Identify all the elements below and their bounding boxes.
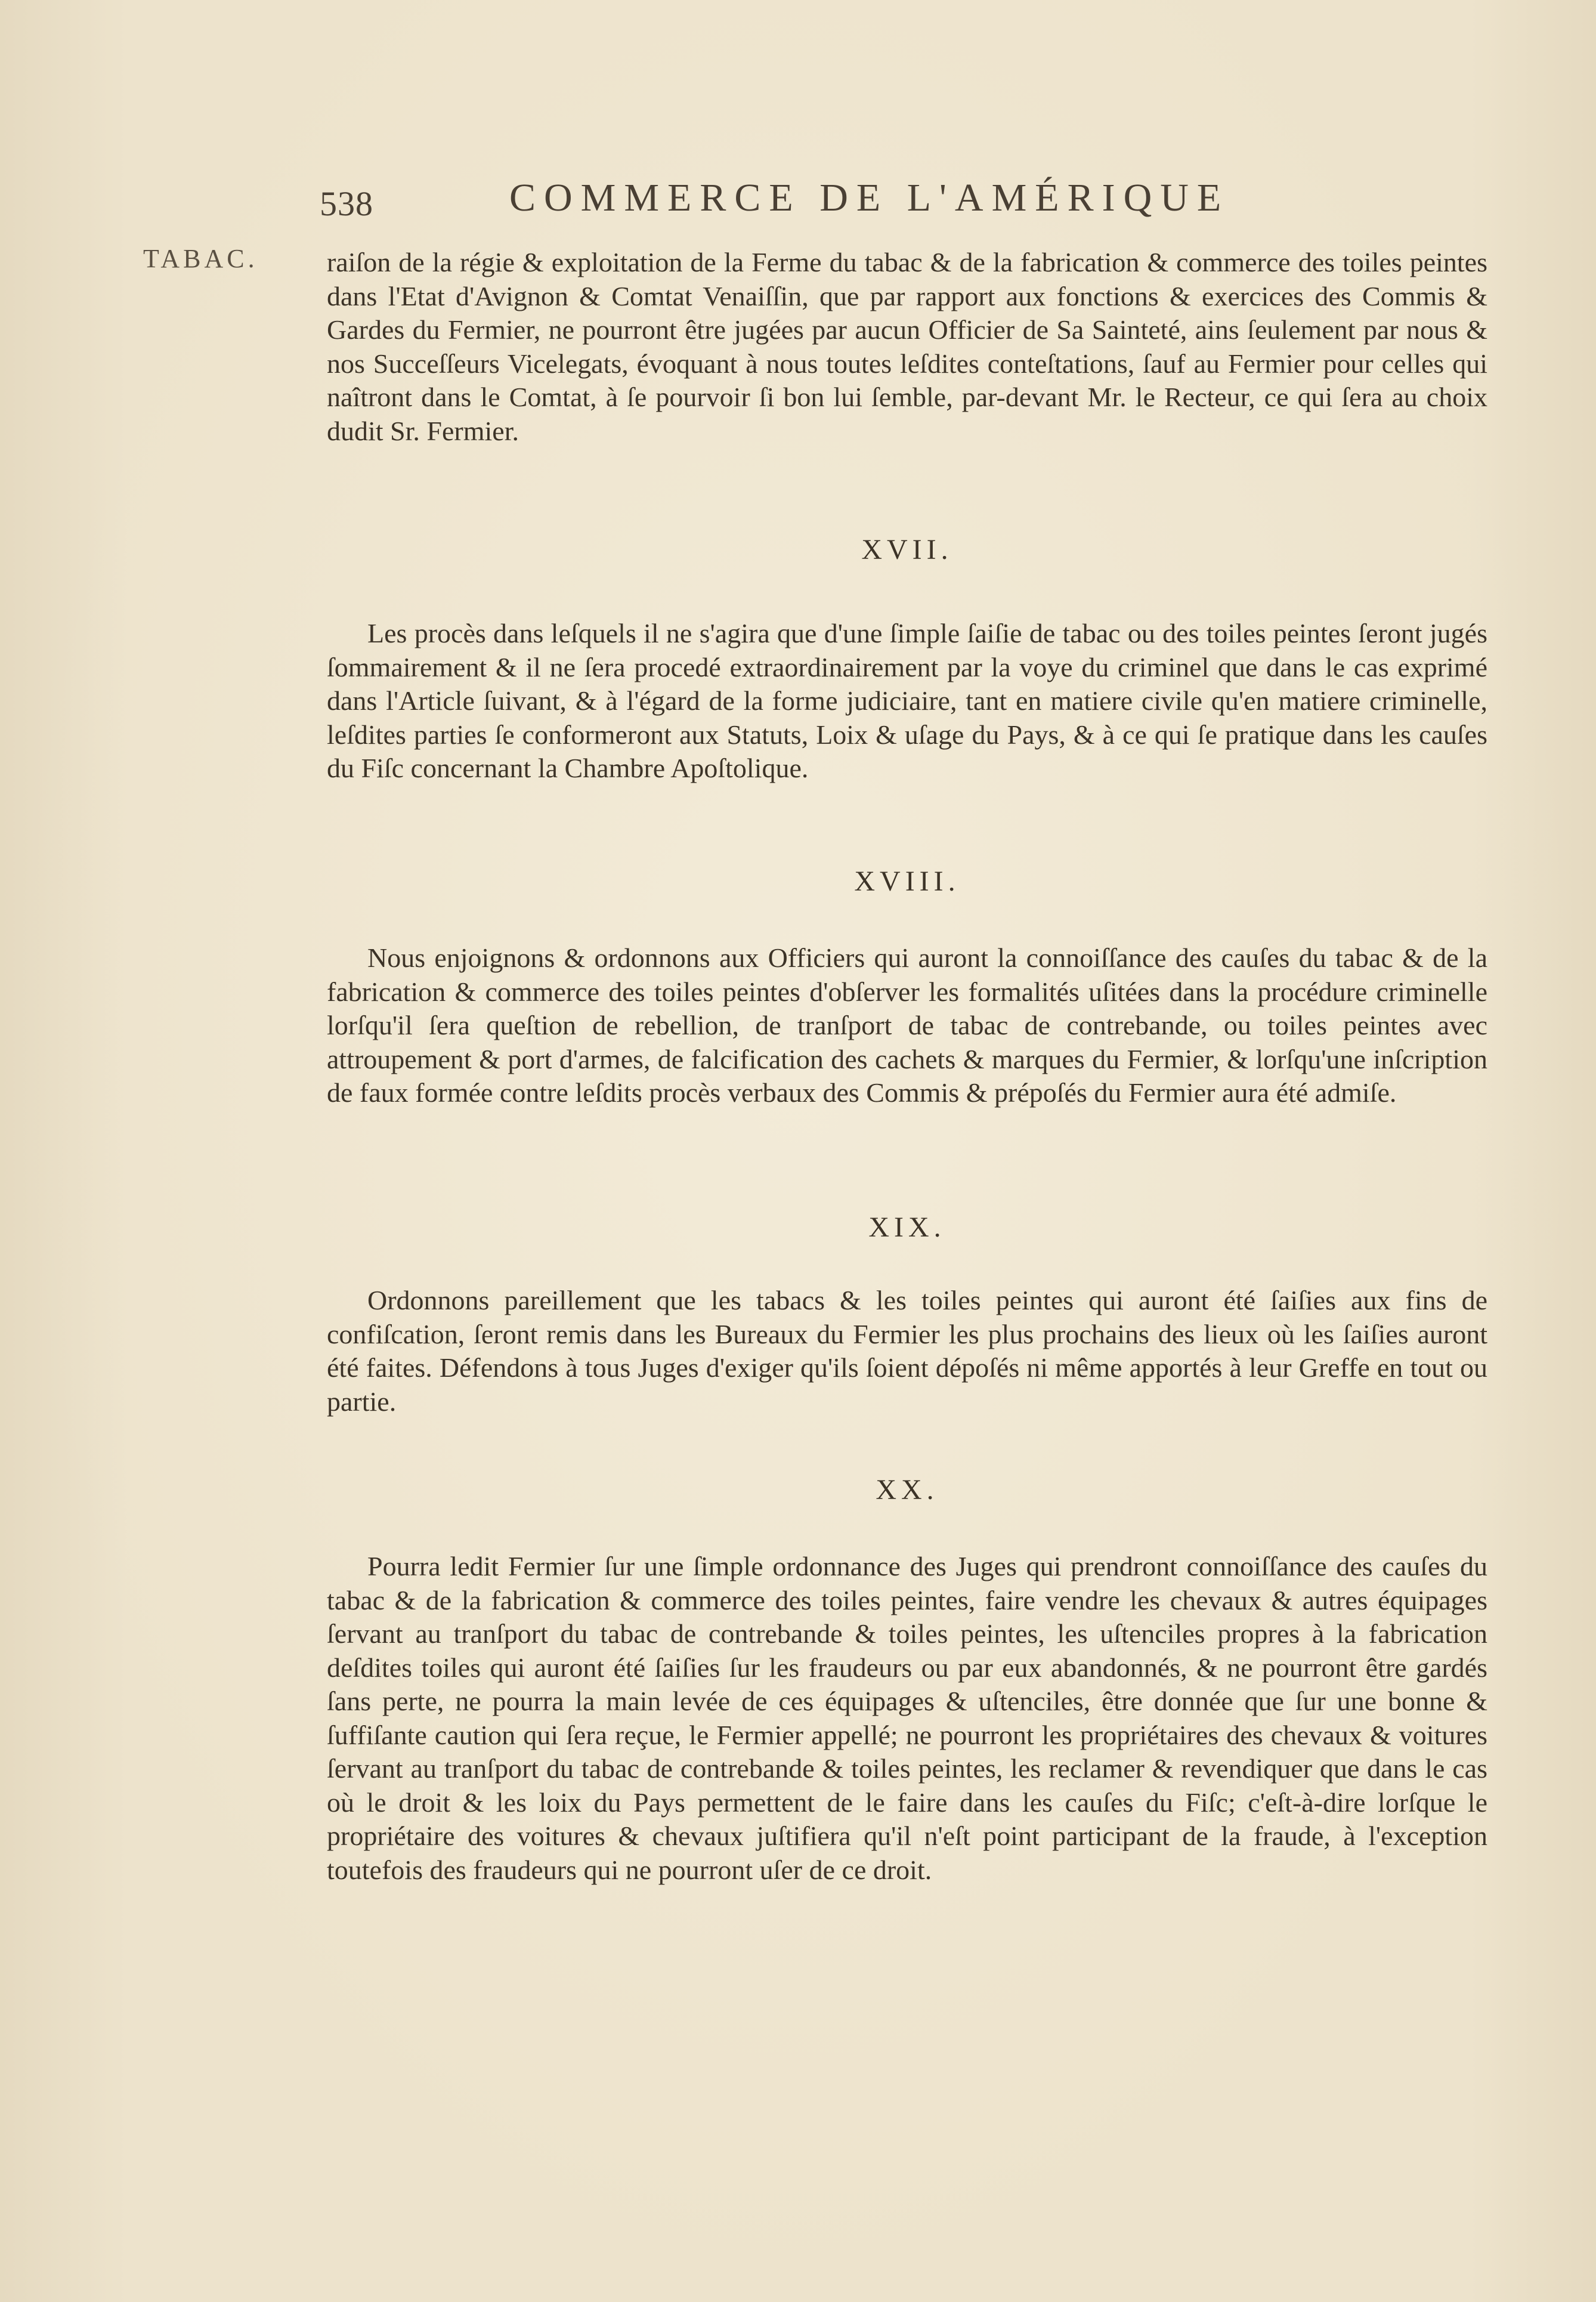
article-text: Pourra ledit Fermier ſur une ſimple ordonnance des Juges qui prendront connoiſſance des cauſes du tabac & de la fabrication & commerce des toiles peintes, faire vendre les chevaux & autres équipages ſervant au tranſport du tabac de contrebande & toiles peintes, les uſtenciles propres à la fabrication deſdites toiles qui auront été ſaiſies ſur les fraudeurs ou par eux abandonnés, & ne pourront être gardés ſans perte, ne pourra la main levée de ces équipages & uſtenciles, être donnée que ſur une bonne & ſuffiſante caution qui ſera reçue, le Fermier appellé; ne pourront les propriétaires des chevaux & voitures ſervant au tranſport du tabac de contrebande & toiles peintes, les reclamer & revendiquer que dans le cas où le droit & les loix du Pays permettent de le faire dans les cauſes du Fiſc; c'eſt-à-dire lorſque le propriétaire des voitures & chevaux juſtifiera qu'il n'eſt point participant de la fraude, à l'exception toutefois des fraudeurs qui ne pourront uſer de ce droit. <box>327 1551 1487 1885</box>
intro-paragraph-block <box>327 246 1487 448</box>
running-title: COMMERCE DE L'AMÉRIQUE <box>509 176 1230 220</box>
article-xvii <box>327 617 1487 786</box>
article-xix <box>327 1284 1487 1419</box>
article-xx <box>327 1550 1487 1887</box>
page-header <box>320 174 1310 234</box>
article-xviii <box>327 941 1487 1110</box>
article-heading-xvii: XVII. <box>861 534 953 566</box>
article-heading-xx: XX. <box>876 1474 939 1506</box>
article-heading-xviii: XVIII. <box>854 866 960 897</box>
margin-note: TABAC. <box>143 244 258 273</box>
page-number: 538 <box>320 184 373 223</box>
article-text: Nous enjoignons & ordonnons aux Officiers qui auront la connoiſſance des cauſes du tabac & de la fabrication & commerce des toiles peintes d'obſerver les formalités uſitées dans la procédure criminelle lorſqu'il ſera queſtion de rebellion, de tranſport de tabac de contrebande, ou toiles peintes avec attroupement & port d'armes, de falcification des cachets & marques du Fermier, & lorſqu'une inſcription de faux formée contre leſdits procès verbaux des Commis & prépoſés du Fermier aura été admiſe. <box>327 943 1487 1108</box>
intro-paragraph: raiſon de la régie & exploitation de la Ferme du tabac & de la fabrication & commerce des toiles peintes dans l'Etat d'Avignon & Comtat Venaiſſin, que par rapport aux fonctions & exercices des Commis & Gardes du Fermier, ne pourront être jugées par aucun Officier de Sa Sainteté, ains ſeulement par nous & nos Succeſſeurs Vicelegats, évoquant à nous toutes leſdites conteſtations, ſauf au Fermier pour celles qui naîtront dans le Comtat, à ſe pourvoir ſi bon lui ſemble, par-devant Mr. le Recteur, ce qui ſera au choix dudit Sr. Fermier. <box>327 247 1487 446</box>
article-text: Ordonnons pareillement que les tabacs & les toiles peintes qui auront été ſaiſies aux fins de confiſcation, ſeront remis dans les Bureaux du Fermier les plus prochains des lieux où les ſaiſies auront été faites. Défendons à tous Juges d'exiger qu'ils ſoient dépoſés ni même apportés à leur Greffe en tout ou partie. <box>327 1285 1487 1417</box>
article-text: Les procès dans leſquels il ne s'agira que d'une ſimple ſaiſie de tabac ou des toiles peintes ſeront jugés ſommairement & il ne ſera procedé extraordinairement par la voye du criminel que dans le cas exprimé dans l'Article ſuivant, & à l'égard de la forme judiciaire, tant en matiere civile qu'en matiere criminelle, leſdites parties ſe conformeront aux Statuts, Loix & uſage du Pays, & à ce qui ſe pratique dans les cauſes du Fiſc concernant la Chambre Apoſtolique. <box>327 618 1487 783</box>
article-heading-xix: XIX. <box>868 1212 946 1243</box>
